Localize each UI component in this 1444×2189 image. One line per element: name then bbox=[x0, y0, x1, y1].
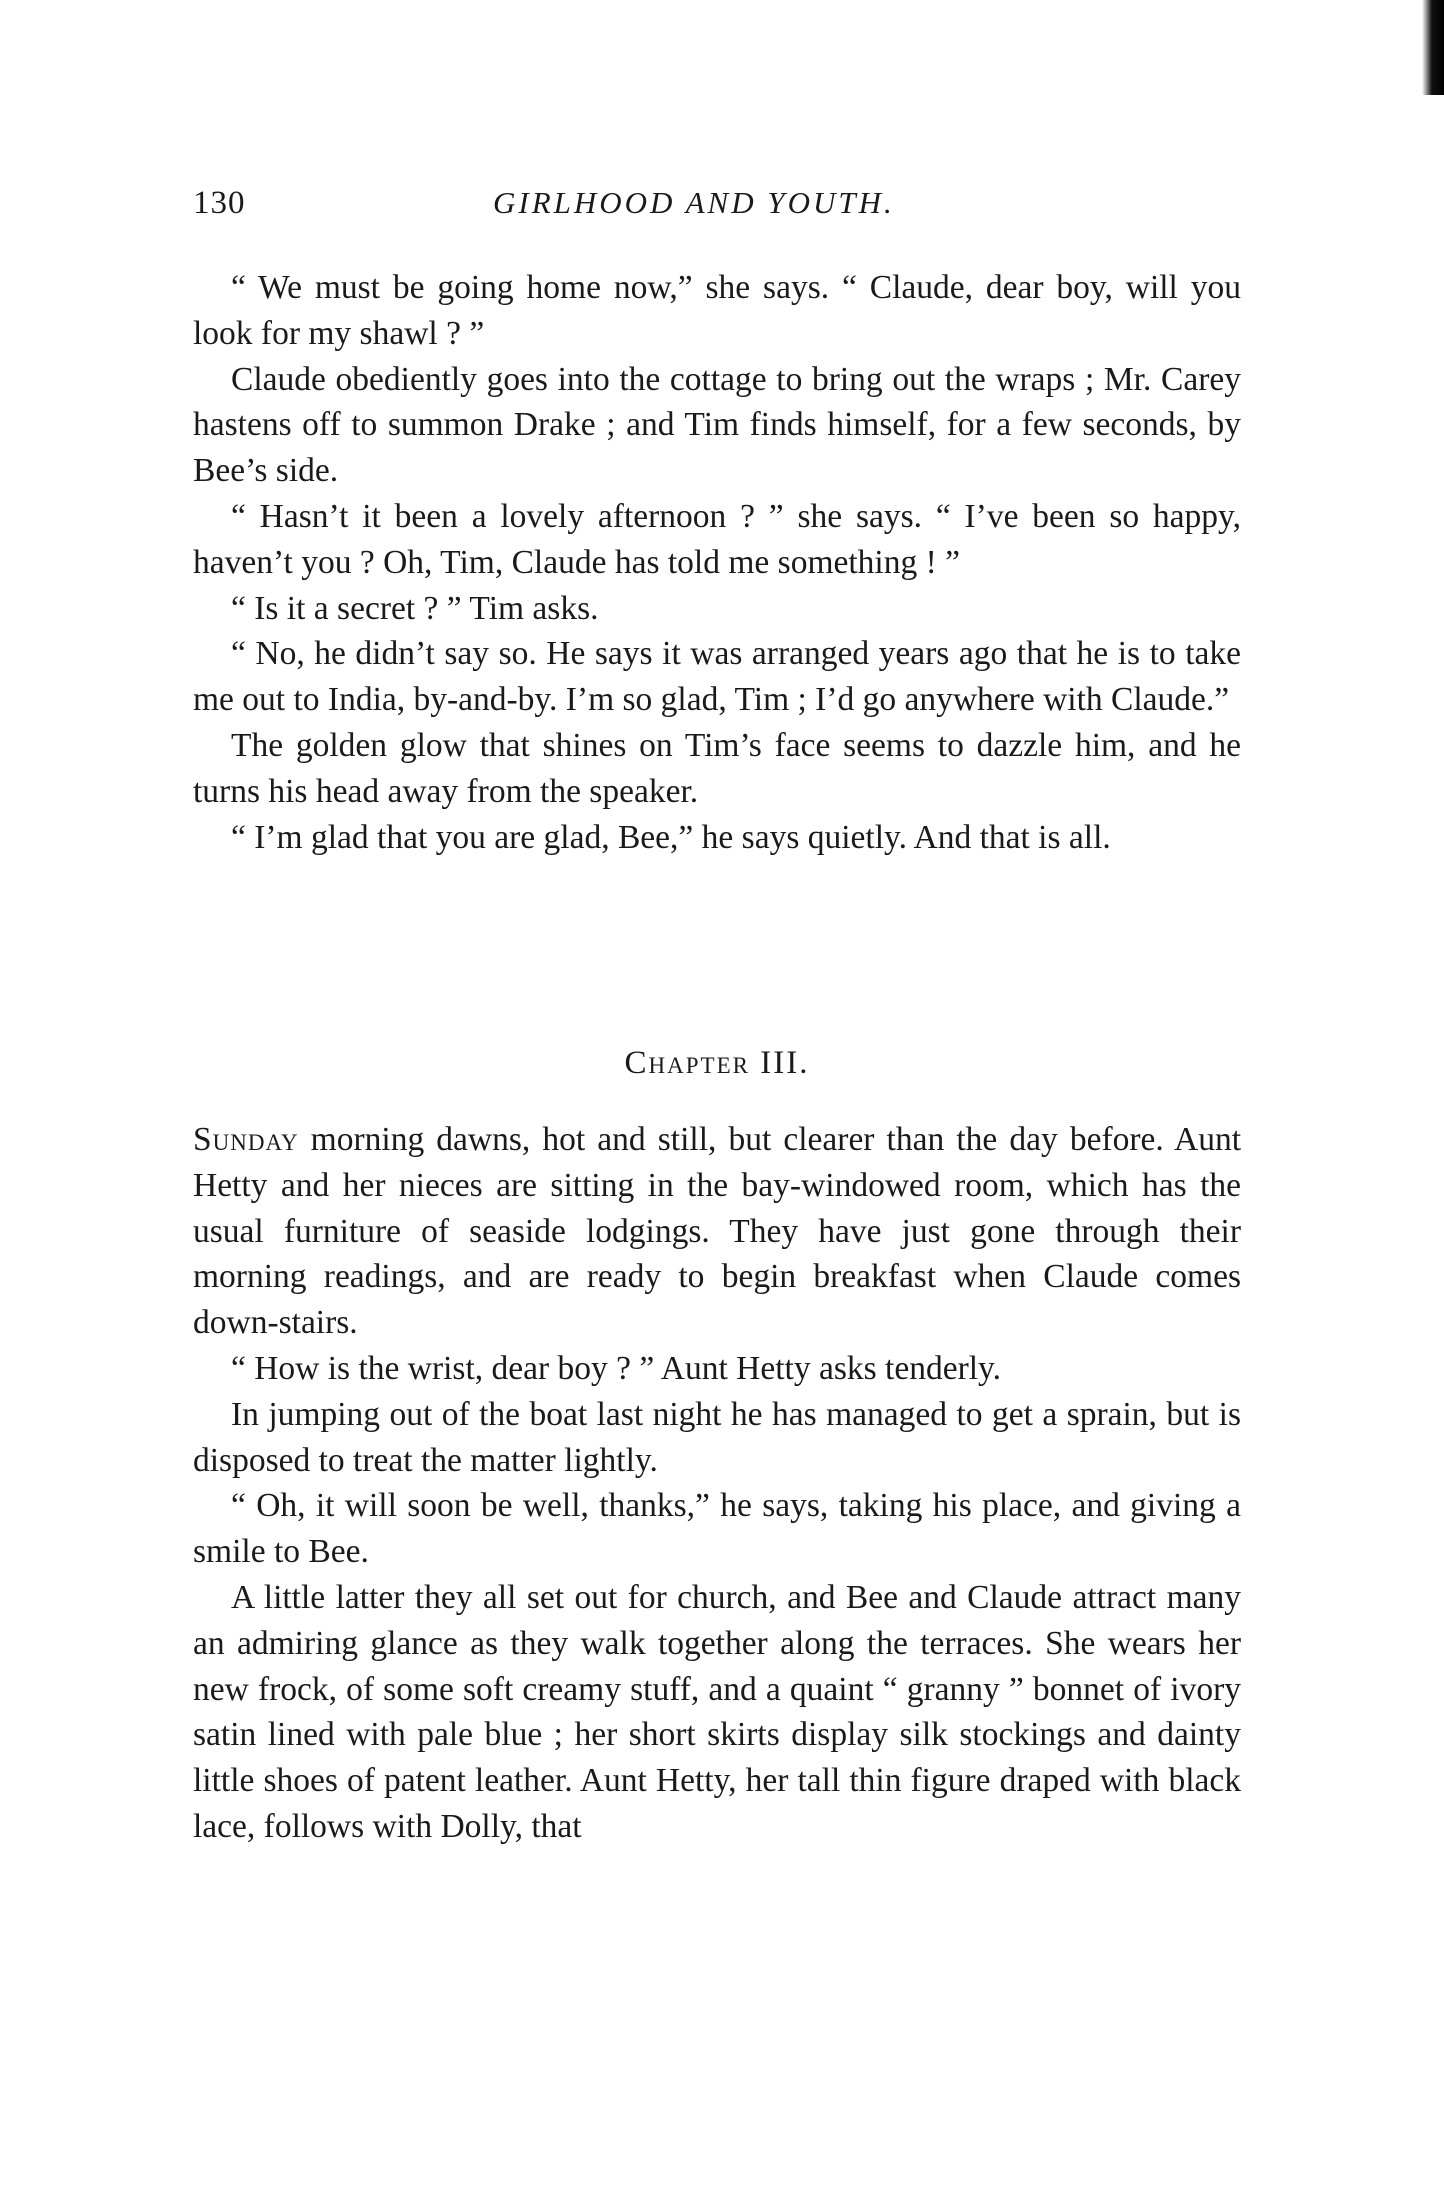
paragraph: Claude obediently goes into the cottage to bring out the wraps ; Mr. Carey hastens off to summon Drake ; and Tim finds himself, for a few seconds, by Bee’s side. bbox=[193, 360, 1241, 490]
text-block-before-chapter bbox=[193, 265, 1241, 860]
opening-word: Sunday bbox=[193, 1121, 299, 1158]
paragraph: “ Hasn’t it been a lovely afternoon ? ” she says. “ I’ve been so happy, haven’t you ? Oh, Tim, Claude has told me something ! ” bbox=[193, 497, 1241, 581]
page-number: 130 bbox=[193, 185, 246, 221]
paragraph: “ How is the wrist, dear boy ? ” Aunt Hetty asks tenderly. bbox=[231, 1349, 1002, 1387]
running-head: GIRLHOOD AND YOUTH. bbox=[493, 185, 895, 220]
paragraph: “ We must be going home now,” she says. “ Claude, dear boy, will you look for my shawl ? ” bbox=[193, 269, 1241, 352]
page-header bbox=[193, 185, 1243, 235]
paragraph: The golden glow that shines on Tim’s face seems to dazzle him, and he turns his head away from the speaker. bbox=[193, 726, 1241, 810]
opening-paragraph-text: morning dawns, hot and still, but clearer than the day before. Aunt Hetty and her nieces are sitting in the bay-windowed room, which has the usual furniture of seaside lodgings. They have just gone through their morning readings, and are ready to begin breakfast when Claude comes down-stairs. bbox=[193, 1121, 1241, 1342]
text-block-chapter-three bbox=[193, 1117, 1241, 1850]
chapter-label: Chapter bbox=[624, 1045, 750, 1081]
paragraph: “ No, he didn’t say so. He says it was arranged years ago that he is to take me out to India, by-and-by. I’m so glad, Tim ; I’d go anywhere with Claude.” bbox=[193, 635, 1241, 719]
chapter-number: III. bbox=[760, 1045, 810, 1081]
paragraph: “ Oh, it will soon be well, thanks,” he says, taking his place, and giving a smile to Bee. bbox=[193, 1487, 1241, 1571]
scan-edge-shadow bbox=[1422, 0, 1444, 95]
chapter-heading bbox=[193, 1045, 1241, 1082]
paragraph: A little latter they all set out for church, and Bee and Claude attract many an admiring glance as they walk together along the terraces. She wears her new frock, of some soft creamy stuff, and a quaint “ granny ” bonnet of ivory satin lined with pale blue ; her short skirts display silk stockings and dainty little shoes of patent leather. Aunt Hetty, her tall thin figure draped with black lace, follows with Dolly, that bbox=[193, 1578, 1241, 1845]
paragraph: “ Is it a secret ? ” Tim asks. bbox=[231, 589, 599, 627]
opening-paragraph bbox=[193, 1117, 1241, 1346]
paragraph: “ I’m glad that you are glad, Bee,” he says quietly. And that is all. bbox=[231, 818, 1111, 856]
paragraph: In jumping out of the boat last night he has managed to get a sprain, but is disposed to treat the matter lightly. bbox=[193, 1395, 1241, 1479]
